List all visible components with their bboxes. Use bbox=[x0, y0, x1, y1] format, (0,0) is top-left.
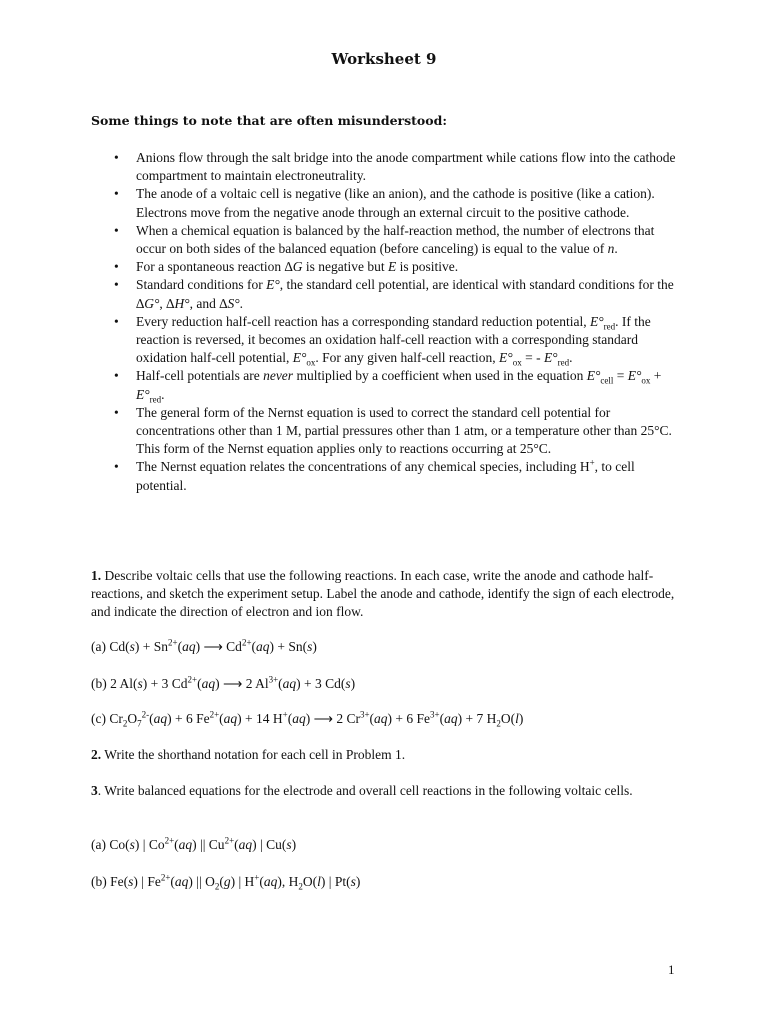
note-text: , to cell potential. bbox=[136, 459, 635, 493]
note-item bbox=[0, 149, 681, 185]
note-text: The general form of the Nernst equation is used to correct the standard cell potential for concentrations other than 1 M, partial pressures other than 1 atm, or a temperature other than 25°C. This form of the Nernst equation applies only to reactions occurring at 25°C. bbox=[136, 404, 672, 457]
charge: 2+ bbox=[187, 674, 198, 685]
reaction-text: (b) 2 Al( bbox=[91, 676, 138, 691]
note-symbol: E° bbox=[499, 350, 513, 366]
subscript: 2 bbox=[298, 881, 303, 892]
note-emphasis: never bbox=[263, 368, 294, 384]
reaction-text: ( bbox=[369, 711, 375, 726]
phase-label: aq bbox=[292, 711, 306, 726]
cell-text: ) | H bbox=[230, 874, 255, 889]
note-symbol: E° bbox=[627, 368, 642, 384]
phase-label: aq bbox=[238, 837, 253, 852]
problem-number: 2. bbox=[91, 747, 102, 762]
bullet-icon: • bbox=[114, 313, 119, 329]
cell-text: O( bbox=[302, 874, 318, 889]
phase-label: s bbox=[137, 676, 143, 691]
subscript: red bbox=[603, 321, 616, 332]
note-symbol: E° bbox=[136, 386, 150, 402]
reaction-1b bbox=[91, 675, 691, 693]
phase-label: s bbox=[128, 874, 134, 889]
cell-text: (a) Co( bbox=[91, 837, 130, 852]
charge: 3+ bbox=[268, 674, 279, 685]
reaction-text: ( bbox=[439, 711, 445, 726]
charge: 2+ bbox=[224, 835, 235, 846]
reaction-text: ) bbox=[312, 639, 317, 654]
cell-text: (b) Fe( bbox=[91, 874, 129, 889]
note-text: multiplied by a coefficient when used in the equation bbox=[293, 368, 587, 384]
note-text: . bbox=[569, 350, 573, 366]
cell-text: ) | Pt( bbox=[320, 874, 351, 889]
note-text: . bbox=[239, 295, 244, 311]
charge: 3+ bbox=[430, 709, 440, 720]
subscript: ox bbox=[641, 376, 651, 387]
reaction-1c bbox=[91, 710, 691, 728]
note-text: The anode of a voltaic cell is negative (like an anion), and the cathode is positive (like a cation). Electrons move from the negative anode through an external circuit to the positive cathode. bbox=[136, 186, 655, 220]
subscript: 2 bbox=[214, 881, 220, 892]
note-symbol: G bbox=[292, 259, 303, 275]
phase-label: s bbox=[350, 874, 356, 889]
cell-text: ) || O bbox=[188, 874, 215, 889]
note-text: = - bbox=[521, 350, 544, 366]
note-symbol: G° bbox=[144, 295, 160, 311]
charge: 2+ bbox=[209, 709, 220, 720]
subscript: ox bbox=[306, 357, 316, 368]
cell-text: ), H bbox=[277, 874, 299, 889]
subscript: ox bbox=[512, 357, 522, 368]
bullet-icon: • bbox=[114, 259, 119, 275]
cell-text: ( bbox=[174, 837, 179, 852]
worksheet-title: Worksheet 9 bbox=[331, 50, 437, 68]
note-symbol: E° bbox=[292, 350, 307, 366]
bullet-icon: • bbox=[114, 404, 119, 420]
note-symbol: E° bbox=[586, 368, 601, 384]
phase-label: s bbox=[129, 837, 135, 852]
phase-label: aq bbox=[374, 711, 388, 726]
reaction-text: ( bbox=[197, 676, 202, 691]
note-item bbox=[0, 222, 681, 258]
phase-label: aq bbox=[201, 676, 216, 691]
cell-3a bbox=[91, 836, 691, 854]
bullet-icon: • bbox=[114, 368, 119, 384]
reaction-text: ( bbox=[219, 711, 224, 726]
cell-text: ( bbox=[259, 874, 264, 889]
reaction-text: ) bbox=[350, 676, 356, 691]
subscript: red bbox=[557, 357, 570, 368]
reaction-text: O( bbox=[500, 711, 516, 726]
superscript: + bbox=[589, 457, 595, 468]
cell-text: ) bbox=[355, 874, 361, 889]
subscript: cell bbox=[600, 376, 614, 387]
charge: 2+ bbox=[241, 637, 252, 648]
phase-label: aq bbox=[182, 639, 196, 654]
cell-text: ) bbox=[291, 837, 297, 852]
notes-heading: Some things to note that are often misunderstood: bbox=[91, 113, 447, 128]
cell-text: ) | Co bbox=[134, 837, 165, 852]
note-text: is negative but bbox=[302, 259, 388, 275]
note-text: Half-cell potentials are bbox=[136, 368, 264, 384]
note-text: . bbox=[614, 241, 618, 257]
problem-text: Write the shorthand notation for each cell in Problem 1. bbox=[101, 747, 406, 762]
reaction-text: ( bbox=[287, 711, 293, 726]
problem-3 bbox=[91, 782, 691, 800]
bullet-icon: • bbox=[114, 222, 119, 238]
charge: 2+ bbox=[168, 637, 178, 648]
charge: 2+ bbox=[160, 872, 171, 883]
note-symbol: S° bbox=[227, 295, 240, 311]
phase-label: aq bbox=[444, 711, 458, 726]
note-item bbox=[0, 404, 681, 459]
note-text: Anions flow through the salt bridge into the anode compartment while cations flow into the cathode compartment to maintain electroneutrality. bbox=[136, 150, 676, 184]
subscript: 2 bbox=[496, 718, 501, 729]
note-text: Standard conditions for bbox=[136, 277, 267, 293]
reaction-text: (a) Cd( bbox=[91, 639, 130, 654]
note-text: For a spontaneous reaction ∆ bbox=[136, 259, 293, 275]
reaction-text: ( bbox=[149, 711, 154, 726]
reaction-text: ( bbox=[251, 639, 257, 654]
reaction-text: ) ⟶ 2 Cr bbox=[305, 711, 360, 726]
reaction-text: ) + Sn( bbox=[269, 639, 308, 654]
phase-label: l bbox=[317, 874, 321, 889]
phase-label: g bbox=[223, 874, 231, 889]
phase-label: aq bbox=[153, 711, 168, 726]
note-text: is positive. bbox=[396, 259, 459, 275]
note-item bbox=[0, 258, 681, 276]
note-text: . bbox=[161, 386, 165, 402]
note-item bbox=[0, 458, 681, 494]
reaction-text: ) + 7 H bbox=[457, 711, 497, 726]
subscript: red bbox=[149, 394, 162, 405]
bullet-icon: • bbox=[114, 150, 119, 165]
phase-label: aq bbox=[282, 676, 297, 691]
reaction-text: ) + 3 Cd bbox=[142, 676, 188, 691]
phase-label: aq bbox=[174, 874, 189, 889]
reaction-text: ) + 14 H bbox=[237, 711, 283, 726]
subscript: 7 bbox=[137, 718, 142, 729]
note-symbol: H° bbox=[174, 295, 190, 311]
reaction-text: ) bbox=[518, 711, 524, 726]
phase-label: aq bbox=[178, 837, 193, 852]
reaction-text: ) ⟶ 2 Al bbox=[215, 676, 269, 691]
note-item bbox=[0, 185, 681, 221]
phase-label: s bbox=[129, 639, 135, 654]
note-text: . If the reaction is reversed, it becomes an oxidation half-cell reaction with a corresponding standard oxidation half-cell potential, bbox=[136, 313, 651, 366]
notes-list bbox=[0, 149, 768, 495]
problem-1 bbox=[91, 567, 691, 621]
cell-text: ) || Cu bbox=[192, 837, 225, 852]
note-symbol: E° bbox=[543, 350, 558, 366]
phase-label: s bbox=[345, 676, 351, 691]
reaction-text: ) ⟶ Cd bbox=[195, 639, 242, 654]
reaction-text: O bbox=[127, 711, 138, 726]
cell-text: ) | Fe bbox=[133, 874, 161, 889]
reaction-text: ) + 6 Fe bbox=[387, 711, 431, 726]
cell-text: ( bbox=[234, 837, 239, 852]
subscript: 2 bbox=[122, 718, 128, 729]
reaction-text: (c) Cr bbox=[91, 711, 123, 726]
problem-number: 1. bbox=[91, 568, 102, 583]
phase-label: aq bbox=[223, 711, 238, 726]
note-symbol: E° bbox=[589, 313, 604, 329]
note-text: Every reduction half-cell reaction has a corresponding standard reduction potential, bbox=[136, 313, 590, 329]
reaction-text: ) + Sn bbox=[134, 639, 168, 654]
phase-label: aq bbox=[263, 874, 278, 889]
problem-number: 3 bbox=[91, 783, 98, 798]
reaction-text: ( bbox=[278, 676, 283, 691]
charge: + bbox=[282, 709, 288, 720]
phase-label: s bbox=[307, 639, 313, 654]
page-number: 1 bbox=[668, 962, 675, 977]
note-text: When a chemical equation is balanced by the half-reaction method, the number of electrons that occur on both sides of the balanced equation (before canceling) is equal to the value of bbox=[136, 222, 655, 257]
note-symbol: E° bbox=[266, 277, 280, 293]
bullet-icon: • bbox=[114, 277, 119, 293]
cell-text: ( bbox=[170, 874, 175, 889]
note-text: . For any given half-cell reaction, bbox=[315, 350, 500, 366]
note-symbol: n bbox=[607, 241, 615, 257]
cell-text: ( bbox=[219, 874, 224, 889]
charge: + bbox=[254, 872, 260, 883]
note-item bbox=[0, 313, 681, 368]
reaction-1a bbox=[91, 638, 691, 656]
note-item bbox=[0, 367, 681, 403]
phase-label: aq bbox=[256, 639, 270, 654]
cell-3b bbox=[91, 873, 691, 891]
reaction-text: ) + 3 Cd( bbox=[296, 676, 346, 691]
note-symbol: E bbox=[387, 259, 397, 275]
reaction-text: ( bbox=[177, 639, 183, 654]
bullet-icon: • bbox=[114, 459, 119, 475]
charge: 2+ bbox=[164, 835, 175, 846]
note-text: , the standard cell potential, are identical with standard conditions for the ∆ bbox=[136, 277, 674, 311]
note-text: , and ∆ bbox=[189, 295, 228, 311]
cell-text: ) | Cu( bbox=[252, 837, 287, 852]
charge: 2- bbox=[141, 709, 150, 720]
note-text: = bbox=[613, 368, 628, 384]
problem-text: . Write balanced equations for the electrode and overall cell reactions in the following voltaic cells. bbox=[97, 783, 633, 798]
reaction-text: ) + 6 Fe bbox=[167, 711, 210, 726]
note-text: The Nernst equation relates the concentrations of any chemical species, including H bbox=[136, 459, 590, 475]
note-text: + bbox=[650, 368, 662, 384]
bullet-icon: • bbox=[114, 186, 119, 202]
note-item bbox=[0, 276, 681, 312]
problem-text: Describe voltaic cells that use the following reactions. In each case, write the anode and cathode half-reactions, and sketch the experiment setup. Label the anode and cathode, identify the sign of each electrode, and indicate the direction of electron and ion flow. bbox=[91, 568, 675, 619]
problem-2 bbox=[91, 746, 691, 764]
phase-label: l bbox=[515, 711, 519, 726]
charge: 3+ bbox=[359, 709, 370, 720]
note-text: , ∆ bbox=[159, 295, 175, 311]
phase-label: s bbox=[286, 837, 292, 852]
